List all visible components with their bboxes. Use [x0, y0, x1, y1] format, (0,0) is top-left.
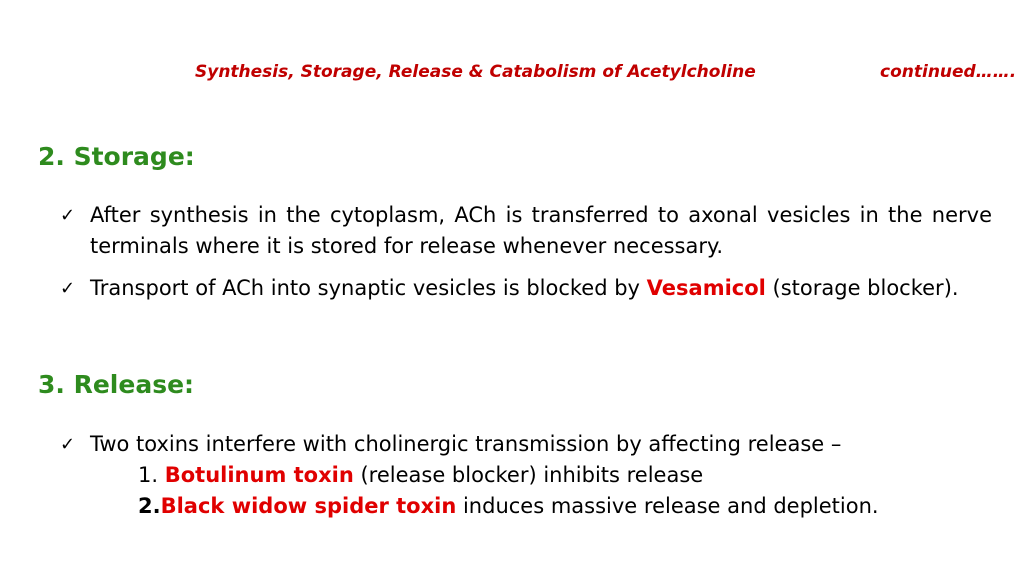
release-item-1-number: 1. [138, 463, 159, 487]
release-bullet-text: Two toxins interfere with cholinergic transmission by affecting release – [90, 432, 842, 456]
release-item-1-text: (release blocker) inhibits release [353, 463, 704, 487]
storage-bullet-1-text: After synthesis in the cytoplasm, ACh is transferred to axonal vesicles in the nerve terminals where it is stored for release whenever necessary. [90, 203, 992, 258]
release-item-2 [138, 491, 879, 522]
release-item-2-text: induces massive release and depletion. [456, 494, 879, 518]
storage-bullet-1 [60, 200, 992, 262]
release-bullet [60, 429, 992, 460]
release-item-2-number: 2. [138, 494, 161, 518]
slide-title: Synthesis, Storage, Release & Catabolism of Acetylcholine [195, 62, 756, 82]
check-mark-icon: ✓ [60, 205, 76, 226]
storage-bullet-2-after: (storage blocker). [765, 276, 959, 300]
slide-header [0, 62, 1024, 88]
botulinum-highlight: Botulinum toxin [164, 463, 354, 487]
storage-bullet-2 [60, 273, 992, 304]
black-widow-highlight: Black widow spider toxin [160, 494, 457, 518]
continued-label: continued……. [880, 62, 1017, 82]
check-mark-icon: ✓ [60, 434, 76, 455]
storage-heading: 2. Storage: [38, 142, 195, 171]
storage-bullet-2-text [90, 273, 992, 304]
check-mark-icon: ✓ [60, 278, 76, 299]
release-heading: 3. Release: [38, 370, 195, 399]
vesamicol-highlight: Vesamicol [646, 276, 766, 300]
storage-bullet-2-before: Transport of ACh into synaptic vesicles is blocked by [90, 276, 647, 300]
release-item-1 [138, 460, 703, 491]
